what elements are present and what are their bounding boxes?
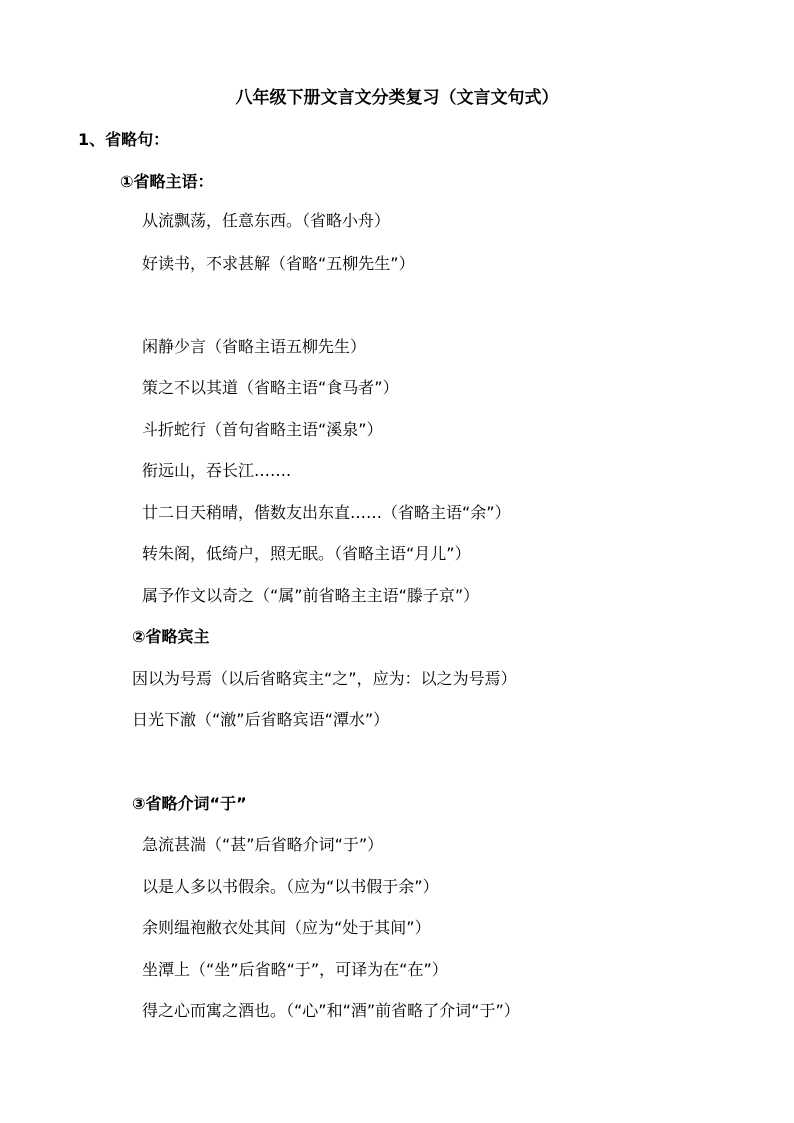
example-line: 坐潭上（“坐”后省略“于”，可译为在“在”） <box>142 960 448 979</box>
example-line: 衔远山，吞长江……. <box>142 461 292 480</box>
section-heading-ellipsis: 1、省略句： <box>78 130 170 149</box>
example-line: 余则缊袍敝衣处其间（应为“处于其间”） <box>142 918 431 937</box>
example-line: 好读书，不求甚解（省略“五柳先生”） <box>142 254 415 273</box>
example-line: 转朱阁，低绮户，照无眠。（省略主语“月儿”） <box>142 544 471 563</box>
example-line: 斗折蛇行（首句省略主语“溪泉”） <box>142 420 383 439</box>
example-line: 廿二日天稍晴，偕数友出东直……（省略主语“余”） <box>142 503 511 522</box>
subsection-heading-object: ②省略宾主 <box>132 627 210 646</box>
example-line: 属予作文以奇之（“属”前省略主主语“滕子京”） <box>142 586 480 605</box>
example-line: 闲静少言（省略主语五柳先生） <box>142 337 367 356</box>
example-line: 从流飘荡，任意东西。（省略小舟） <box>142 211 391 230</box>
document-title: 八年级下册文言文分类复习（文言文句式） <box>235 88 559 108</box>
example-line: 策之不以其道（省略主语“食马者”） <box>142 378 399 397</box>
example-line: 以是人多以书假余。（应为“以书假于余”） <box>142 877 439 896</box>
example-line: 因以为号焉（以后省略宾主“之”，应为：以之为号焉） <box>132 669 517 688</box>
subsection-heading-preposition: ③省略介词“于” <box>132 794 247 813</box>
subsection-heading-subject: ①省略主语： <box>120 172 214 191</box>
example-line: 得之心而寓之酒也。（“心”和“酒”前省略了介词“于”） <box>142 1001 520 1020</box>
example-line: 日光下澈（“澈”后省略宾语“潭水”） <box>132 710 390 729</box>
example-line: 急流甚湍（“甚”后省略介词“于”） <box>142 835 384 854</box>
